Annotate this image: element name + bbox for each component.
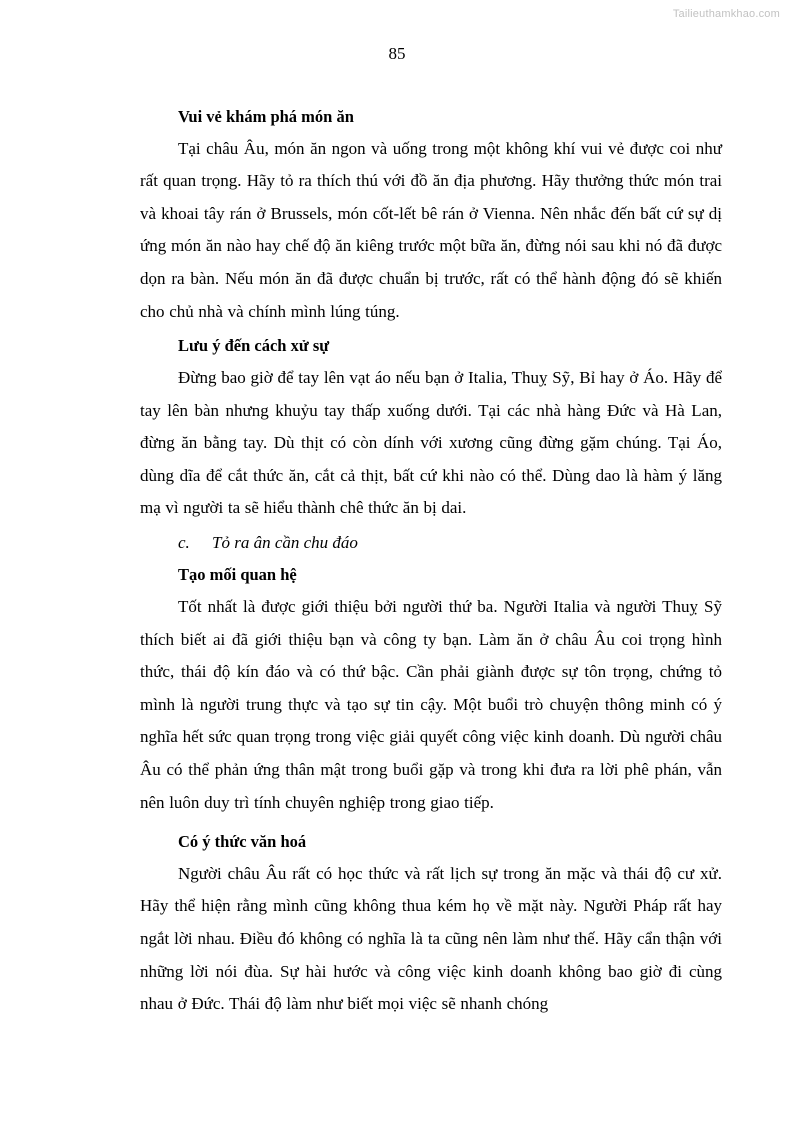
list-item-marker: c.: [178, 533, 190, 552]
section-paragraph-3: Tốt nhất là được giới thiệu bởi người thứ ba. Người Italia và người Thuỵ Sỹ thích biết ai đã giới thiệu bạn và công ty bạn. Làm ăn ở châu Âu coi trọng hình thức, thái độ kín đáo và có thứ bậc. Cần phải giành được sự tôn trọng, chứng tỏ mình là người trung thực và tạo sự tin cậy. Một buổi trò chuyện thông minh có ý nghĩa hết sức quan trọng trong việc giải quyết công việc kinh doanh. Dù người châu Âu có thể phản ứng thân mật trong buổi gặp và trong khi đưa ra lời phê phán, vẫn nên luôn duy trì tính chuyên nghiệp trong giao tiếp.: [140, 596, 722, 812]
section-paragraph-4: Người châu Âu rất có học thức và rất lịch sự trong ăn mặc và thái độ cư xử. Hãy thể hiện rằng mình cũng không thua kém họ về mặt này. Người Pháp rất hay ngắt lời nhau. Điều đó không có nghĩa là ta cũng nên làm như thế. Hãy cẩn thận với những lời nói đùa. Sự hài hước và công việc kinh doanh không bao giờ đi cùng nhau ở Đức. Thái độ làm như biết mọi việc sẽ nhanh chóng: [140, 863, 722, 1014]
section-heading-1: Vui vẻ khám phá món ăn: [178, 107, 354, 126]
list-item-label: Tỏ ra ân cần chu đáo: [212, 533, 358, 552]
section-heading-3: Tạo mối quan hệ: [178, 565, 297, 585]
section-heading-2: Lưu ý đến cách xử sự: [178, 336, 330, 356]
watermark-text: Tailieuthamkhao.com: [672, 8, 780, 20]
page-number: 85: [388, 44, 406, 63]
section-paragraph-2: Đừng bao giờ để tay lên vạt áo nếu bạn ở Italia, Thuỵ Sỹ, Bỉ hay ở Áo. Hãy để tay lên bàn nhưng khuỷu tay thấp xuống dưới. Tại các nhà hàng Đức và Hà Lan, đừng ăn bằng tay. Dù thịt có còn dính với xương cũng đừng gặm chúng. Tại Áo, dùng dĩa để cắt thức ăn, cắt cả thịt, bất cứ khi nào có thể. Dùng dao là hàm ý lăng mạ vì người ta sẽ hiểu thành chê thức ăn bị dai.: [140, 367, 722, 518]
spacer: [140, 820, 722, 829]
list-item: [140, 530, 722, 556]
page-content: [140, 104, 722, 1022]
section-heading-4: Có ý thức văn hoá: [178, 832, 307, 852]
section-paragraph-1: Tại châu Âu, món ăn ngon và uống trong một không khí vui vẻ được coi như rất quan trọng. Hãy tỏ ra thích thú với đồ ăn địa phương. Hãy thưởng thức món trai và khoai tây rán ở Brussels, món cốt-lết bê rán ở Vienna. Nên nhắc đến bất cứ sự dị ứng món ăn nào hay chế độ ăn kiêng trước một bữa ăn, đừng nói sau khi nó đã được dọn ra bàn. Nếu món ăn đã được chuẩn bị trước, rất có thể hành động đó sẽ khiến cho chủ nhà và chính mình lúng túng.: [140, 138, 722, 321]
